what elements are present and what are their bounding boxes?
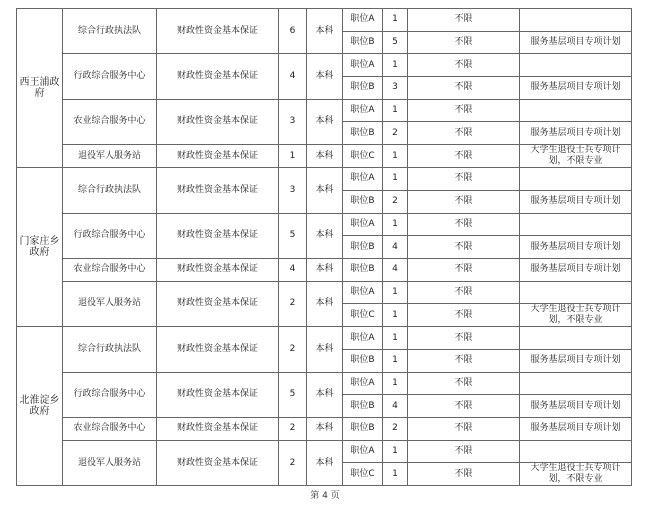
position-cell: 职位C <box>343 304 383 327</box>
education-cell: 本科 <box>307 418 343 441</box>
position-count-cell: 4 <box>383 395 408 418</box>
position-cell: 职位C <box>343 463 383 486</box>
major-limit-cell: 不限 <box>408 327 520 350</box>
major-limit-cell: 不限 <box>408 304 520 327</box>
note-cell <box>520 327 632 350</box>
note-cell: 大学生退役士兵专项计划，不限专业 <box>520 304 632 327</box>
major-limit-cell: 不限 <box>408 168 520 191</box>
note-cell <box>520 168 632 191</box>
major-limit-cell: 不限 <box>408 463 520 486</box>
funding-cell: 财政性资金基本保证 <box>157 372 279 417</box>
note-cell <box>520 54 632 77</box>
major-limit-cell: 不限 <box>408 145 520 168</box>
position-cell: 职位A <box>343 372 383 395</box>
table-row <box>17 418 632 441</box>
position-cell: 职位A <box>343 99 383 122</box>
position-count-cell: 1 <box>383 349 408 372</box>
education-cell: 本科 <box>307 145 343 168</box>
position-cell: 职位B <box>343 349 383 372</box>
position-cell: 职位B <box>343 77 383 100</box>
unit-name-cell: 退役军人服务站 <box>63 145 157 168</box>
unit-name-cell: 行政综合服务中心 <box>63 213 157 258</box>
note-cell <box>520 9 632 32</box>
unit-name-cell: 农业综合服务中心 <box>63 258 157 281</box>
education-cell: 本科 <box>307 281 343 327</box>
position-count-cell: 1 <box>383 9 408 32</box>
position-cell: 职位A <box>343 168 383 191</box>
position-cell: 职位B <box>343 122 383 145</box>
education-cell: 本科 <box>307 54 343 99</box>
position-count-cell: 1 <box>383 145 408 168</box>
major-limit-cell: 不限 <box>408 122 520 145</box>
funding-cell: 财政性资金基本保证 <box>157 281 279 327</box>
education-cell: 本科 <box>307 99 343 144</box>
count-cell: 3 <box>279 99 307 144</box>
funding-cell: 财政性资金基本保证 <box>157 9 279 54</box>
table-row <box>17 99 632 122</box>
recruitment-table <box>16 8 632 486</box>
position-count-cell: 2 <box>383 122 408 145</box>
page-number: 第 4 页 <box>310 491 340 501</box>
education-cell: 本科 <box>307 440 343 486</box>
education-cell: 本科 <box>307 9 343 54</box>
town-cell: 门家庄乡政府 <box>17 168 63 327</box>
note-cell: 服务基层项目专项计划 <box>520 395 632 418</box>
note-cell: 服务基层项目专项计划 <box>520 77 632 100</box>
unit-name-cell: 农业综合服务中心 <box>63 99 157 144</box>
town-cell: 西王浦政府 <box>17 9 63 168</box>
table-body <box>17 9 632 486</box>
position-cell: 职位B <box>343 31 383 54</box>
position-count-cell: 1 <box>383 440 408 463</box>
major-limit-cell: 不限 <box>408 190 520 213</box>
note-cell: 大学生退役士兵专项计划，不限专业 <box>520 463 632 486</box>
count-cell: 3 <box>279 168 307 213</box>
note-cell: 服务基层项目专项计划 <box>520 418 632 441</box>
position-count-cell: 1 <box>383 54 408 77</box>
note-cell: 服务基层项目专项计划 <box>520 31 632 54</box>
note-cell: 服务基层项目专项计划 <box>520 122 632 145</box>
major-limit-cell: 不限 <box>408 77 520 100</box>
position-count-cell: 5 <box>383 31 408 54</box>
note-cell: 服务基层项目专项计划 <box>520 190 632 213</box>
major-limit-cell: 不限 <box>408 236 520 259</box>
funding-cell: 财政性资金基本保证 <box>157 440 279 486</box>
table-row <box>17 440 632 463</box>
position-cell: 职位A <box>343 213 383 236</box>
major-limit-cell: 不限 <box>408 9 520 32</box>
major-limit-cell: 不限 <box>408 395 520 418</box>
count-cell: 5 <box>279 213 307 258</box>
position-count-cell: 1 <box>383 99 408 122</box>
count-cell: 4 <box>279 258 307 281</box>
position-cell: 职位A <box>343 327 383 350</box>
position-count-cell: 2 <box>383 190 408 213</box>
count-cell: 2 <box>279 440 307 486</box>
count-cell: 2 <box>279 327 307 372</box>
position-count-cell: 1 <box>383 168 408 191</box>
table-row <box>17 327 632 350</box>
count-cell: 6 <box>279 9 307 54</box>
town-cell: 北淮淀乡政府 <box>17 327 63 486</box>
position-cell: 职位B <box>343 190 383 213</box>
funding-cell: 财政性资金基本保证 <box>157 258 279 281</box>
major-limit-cell: 不限 <box>408 54 520 77</box>
major-limit-cell: 不限 <box>408 99 520 122</box>
position-count-cell: 1 <box>383 327 408 350</box>
note-cell <box>520 281 632 304</box>
position-count-cell: 2 <box>383 418 408 441</box>
count-cell: 1 <box>279 145 307 168</box>
position-count-cell: 1 <box>383 281 408 304</box>
count-cell: 4 <box>279 54 307 99</box>
funding-cell: 财政性资金基本保证 <box>157 168 279 213</box>
position-cell: 职位C <box>343 145 383 168</box>
major-limit-cell: 不限 <box>408 372 520 395</box>
count-cell: 2 <box>279 281 307 327</box>
major-limit-cell: 不限 <box>408 281 520 304</box>
unit-name-cell: 农业综合服务中心 <box>63 418 157 441</box>
funding-cell: 财政性资金基本保证 <box>157 327 279 372</box>
funding-cell: 财政性资金基本保证 <box>157 54 279 99</box>
funding-cell: 财政性资金基本保证 <box>157 213 279 258</box>
note-cell: 服务基层项目专项计划 <box>520 236 632 259</box>
table-row <box>17 9 632 32</box>
position-cell: 职位B <box>343 418 383 441</box>
major-limit-cell: 不限 <box>408 213 520 236</box>
position-cell: 职位A <box>343 440 383 463</box>
table-row <box>17 145 632 168</box>
position-cell: 职位B <box>343 258 383 281</box>
education-cell: 本科 <box>307 327 343 372</box>
note-cell <box>520 440 632 463</box>
unit-name-cell: 综合行政执法队 <box>63 327 157 372</box>
position-cell: 职位B <box>343 395 383 418</box>
count-cell: 5 <box>279 372 307 417</box>
position-cell: 职位A <box>343 9 383 32</box>
unit-name-cell: 综合行政执法队 <box>63 9 157 54</box>
unit-name-cell: 行政综合服务中心 <box>63 372 157 417</box>
note-cell <box>520 99 632 122</box>
note-cell: 大学生退役士兵专项计划，不限专业 <box>520 145 632 168</box>
position-count-cell: 4 <box>383 236 408 259</box>
education-cell: 本科 <box>307 168 343 213</box>
position-cell: 职位B <box>343 236 383 259</box>
position-cell: 职位A <box>343 54 383 77</box>
table-row <box>17 372 632 395</box>
note-cell: 服务基层项目专项计划 <box>520 258 632 281</box>
position-count-cell: 1 <box>383 304 408 327</box>
major-limit-cell: 不限 <box>408 31 520 54</box>
major-limit-cell: 不限 <box>408 349 520 372</box>
position-cell: 职位A <box>343 281 383 304</box>
education-cell: 本科 <box>307 372 343 417</box>
note-cell <box>520 372 632 395</box>
unit-name-cell: 退役军人服务站 <box>63 440 157 486</box>
position-count-cell: 1 <box>383 372 408 395</box>
unit-name-cell: 行政综合服务中心 <box>63 54 157 99</box>
unit-name-cell: 综合行政执法队 <box>63 168 157 213</box>
funding-cell: 财政性资金基本保证 <box>157 145 279 168</box>
major-limit-cell: 不限 <box>408 440 520 463</box>
unit-name-cell: 退役军人服务站 <box>63 281 157 327</box>
note-cell <box>520 213 632 236</box>
position-count-cell: 4 <box>383 258 408 281</box>
count-cell: 2 <box>279 418 307 441</box>
education-cell: 本科 <box>307 258 343 281</box>
major-limit-cell: 不限 <box>408 258 520 281</box>
education-cell: 本科 <box>307 213 343 258</box>
table-row <box>17 168 632 191</box>
position-count-cell: 3 <box>383 77 408 100</box>
major-limit-cell: 不限 <box>408 418 520 441</box>
position-count-cell: 1 <box>383 463 408 486</box>
funding-cell: 财政性资金基本保证 <box>157 99 279 144</box>
table-row <box>17 258 632 281</box>
note-cell: 服务基层项目专项计划 <box>520 349 632 372</box>
table-row <box>17 54 632 77</box>
table-row <box>17 213 632 236</box>
funding-cell: 财政性资金基本保证 <box>157 418 279 441</box>
position-count-cell: 1 <box>383 213 408 236</box>
table-row <box>17 281 632 304</box>
